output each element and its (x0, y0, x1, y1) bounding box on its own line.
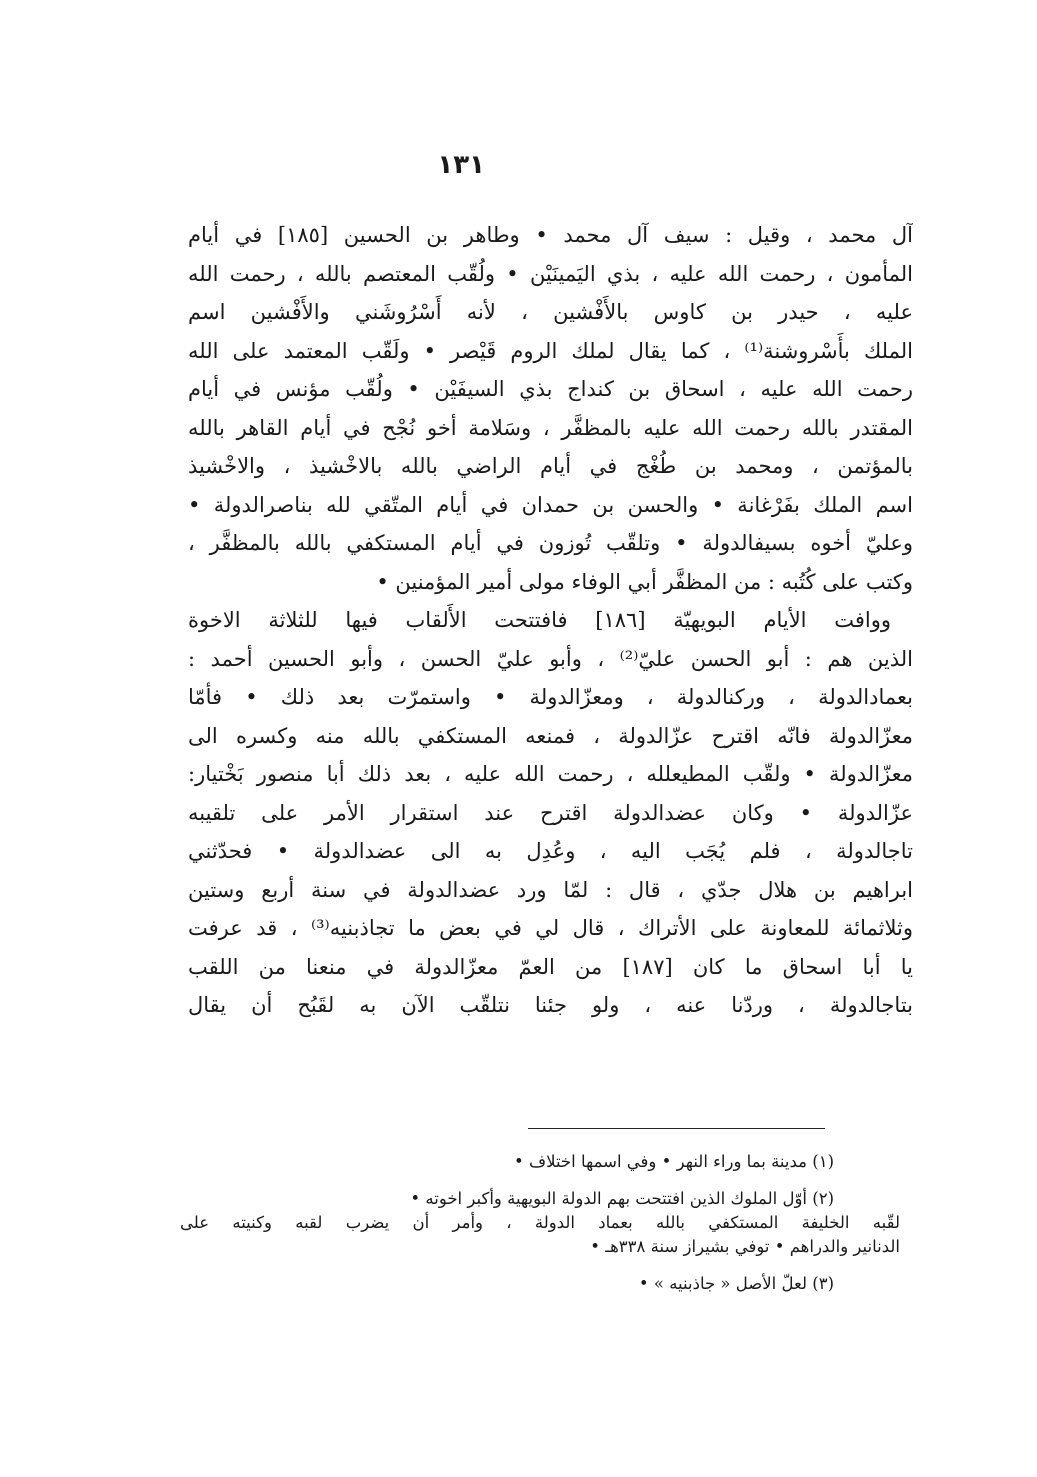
footnote-1 (180, 1150, 900, 1174)
text-line: عزّالدولة • وكان عضدالدولة اقترح عند استقرار الأمر على تلقيبه (188, 800, 913, 825)
footnote-divider (528, 1128, 825, 1129)
footnote-2 (180, 1187, 900, 1259)
footnote-2-text-line: (٢) أوّل الملوك الذين افتتحت بهم الدولة البويهية وأكبر اخوته • (410, 1189, 834, 1208)
text-line: يا أبا اسحاق ما كان [١٨٧] من العمّ معزّالدولة في منعنا من اللقب (188, 954, 913, 979)
text-line: تاجالدولة ، فلم يُجَب اليه ، وعُدِل به الى عضدالدولة • فحدّثني (188, 839, 913, 863)
text-line: رحمت الله عليه ، اسحاق بن كنداج بذي السيفَيْن • ولُقّب مؤنس في أيام (188, 377, 913, 401)
text-line: معزّالدولة فانّه اقترح عزّالدولة ، فمنعه المستكفي بالله منه وكسره الى (188, 723, 913, 748)
text-line-paragraph-start: ووافت الأيام البويهيّة [١٨٦] فافتتحت الأَلقاب فيها للثلاثة الاخوة (188, 608, 891, 632)
text-line: بتاجالدولة ، وردّنا عنه ، ولو جئنا نتلقّب الآن به لقَبُح أن يقال (188, 993, 913, 1017)
text-line: وثلاثمائة للمعاونة على الأتراك ، قال لي في بعض ما تجاذبنيه⁽³⁾ ، قد عرفت (188, 916, 913, 940)
text-line: بالمؤتمن ، ومحمد بن طُغْج في أيام الراضي بالله بالاخْشيذ ، والاخْشيذ (188, 454, 913, 478)
footnote-2-text-line: لقّبه الخليفة المستكفي بالله بعماد الدولة ، وأمر أن يضرب لقبه وكنيته على (180, 1213, 900, 1232)
text-line: المقتدر بالله رحمت الله عليه بالمظفَّر ، وسَلامة أخو نُجْح في أيام القاهر بالله (188, 415, 913, 440)
text-line: معزّالدولة • ولقّب المطيعلله ، رحمت الله عليه ، بعد ذلك أبا منصور بَخْتيار: (188, 762, 913, 786)
footnote-1-text: (١) مدينة بما وراء النهر • وفي اسمها اختلاف • (514, 1152, 834, 1171)
main-text (188, 216, 913, 1025)
text-line: ابراهيم بن هلال جدّي ، قال : لمّا ورد عضدالدولة في سنة أربع وستين (188, 877, 913, 902)
text-line: بعمادالدولة ، وركنالدولة ، ومعزّالدولة • واستمرّت بعد ذلك • فأمّا (188, 685, 913, 709)
text-line: اسم الملك بفَرْغانة • والحسن بن حمدان في أيام المتّقي لله بناصرالدولة • (188, 492, 913, 517)
text-line: الذين هم : أبو الحسن عليّ⁽²⁾ ، وأبو عليّ الحسن ، وأبو الحسين أحمد : (188, 646, 913, 671)
text-line: آل محمد ، وقيل : سيف آل محمد • وطاهر بن الحسين [١٨٥] في أيام (188, 223, 913, 247)
text-line: عليه ، حيدر بن كاوس بالأَفْشين ، لأنه أَسْرُوشَني والأَفْشين اسم (188, 300, 913, 324)
footnote-3 (180, 1272, 900, 1296)
footnote-2-text-line: الدنانير والدراهم • توفي بشيراز سنة ٣٣٨هـ • (590, 1237, 900, 1256)
text-line: المأمون ، رحمت الله عليه ، بذي اليَمينَيْن • ولُقّب المعتصم بالله ، رحمت الله (188, 261, 913, 286)
footnote-3-text: (٣) لعلّ الأصل « جاذبنيه » • (638, 1274, 834, 1293)
text-line: وعليّ أخوه بسيفالدولة • وتلقّب تُوزون في أيام المستكفي بالله بالمظفَّر ، (188, 531, 913, 555)
text-line-paragraph-end: وكتب على كُتُبه : من المظفَّر أبي الوفاء مولى أمير المؤمنين • (376, 569, 913, 594)
page-number: ١٣١ (437, 150, 485, 180)
text-line: الملك بأَسْروشنة⁽¹⁾ ، كما يقال لملك الروم قَيْصر • ولَقّب المعتمد على الله (188, 338, 913, 363)
footnotes (180, 1150, 900, 1309)
